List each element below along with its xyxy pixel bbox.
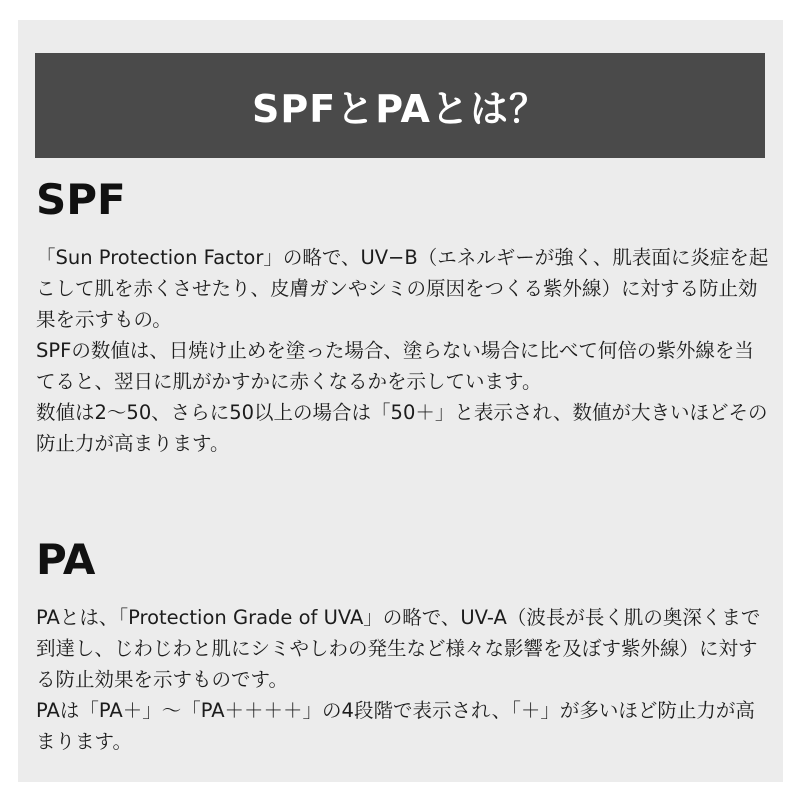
spf-section	[36, 170, 771, 459]
spf-heading: SPF	[36, 175, 126, 224]
pa-paragraph-definition: PAとは、「Protection Grade of UVA」の略で、UV-A（波長が長く肌の奥深くまで到達し、じわじわと肌にシミやしわの発生など様々な影響を及ぼす紫外線）に対する防止効果を示すものです。	[36, 606, 761, 691]
info-card	[18, 20, 783, 782]
title-banner	[35, 53, 765, 158]
spf-paragraph-value-meaning: SPFの数値は、日焼け止めを塗った場合、塗らない場合に比べて何倍の紫外線を当てると、翌日に肌がかすかに赤くなるかを示しています。	[36, 339, 754, 393]
pa-paragraph-grades: PAは「PA＋」〜「PA＋＋＋＋」の4段階で表示され、「＋」が多いほど防止力が高まります。	[36, 699, 755, 753]
pa-heading: PA	[36, 535, 96, 584]
spf-paragraph-range: 数値は2〜50、さらに50以上の場合は「50＋」と表示され、数値が大きいほどその防止力が高まります。	[36, 401, 768, 455]
pa-section	[36, 530, 771, 757]
page-title: SPFとPAとは？	[252, 87, 548, 131]
spf-paragraph-definition: 「Sun Protection Factor」の略で、UV−B（エネルギーが強く、肌表面に炎症を起こして肌を赤くさせたり、皮膚ガンやシミの原因をつくる紫外線）に対する防止効果を示すもの。	[36, 246, 769, 331]
